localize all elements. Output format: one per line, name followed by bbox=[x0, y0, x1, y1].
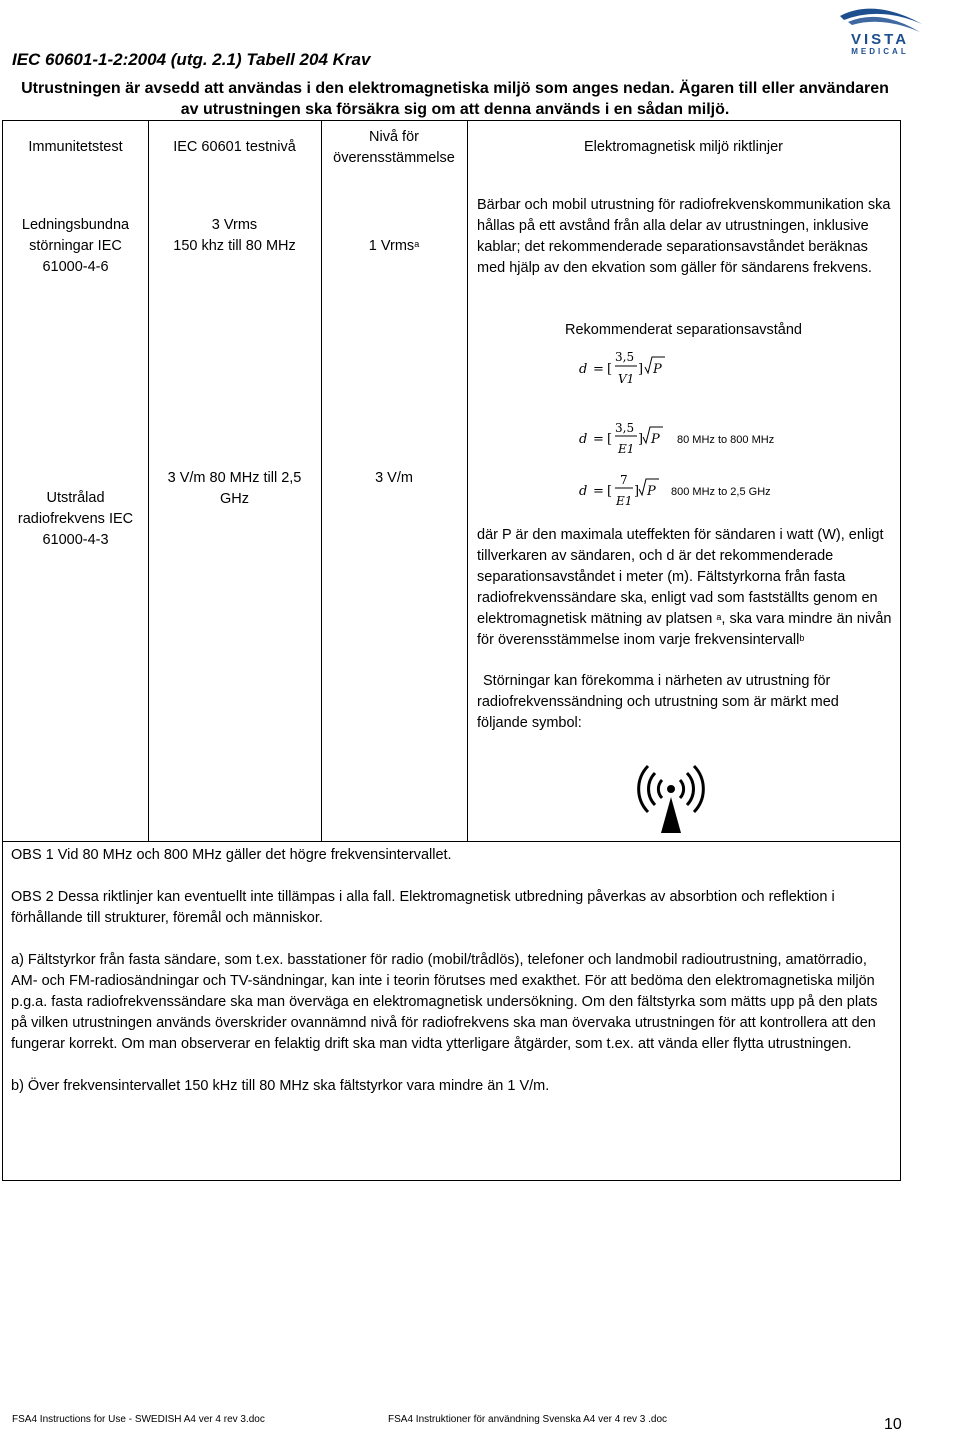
row2-guidance-p2: Störningar kan förekomma i närheten av utrustning för radiofrekvenssändning och utrustning som är märkt med följande symbol: bbox=[477, 673, 839, 731]
formula-e1-low bbox=[575, 421, 805, 461]
document-title: IEC 60601-1-2:2004 (utg. 2.1) Tabell 204 Krav bbox=[12, 50, 371, 69]
row2-guidance-p1: där P är den maximala uteffekten för sändaren i watt (W), enligt tillverkaren av sändaren, och d är det rekommenderade separationsavståndet i meter (m). Fältstyrkorna från fasta radiofrekvenssändare ska, enligt vad som fastställts genom en elektromagnetisk mätning av platsen $^a$, ska vara mindre än nivån för överensstämmelse inom varje frekvensintervall$^b$ bbox=[477, 527, 892, 648]
row1-compliance: 1 Vrms$^a$ bbox=[368, 238, 420, 254]
formula-e1-high bbox=[575, 473, 805, 513]
svg-text:]: ] bbox=[634, 484, 640, 499]
formula-v1 bbox=[575, 349, 685, 389]
svg-text:d: d bbox=[579, 362, 588, 377]
header-em-guidance: Elektromagnetisk miljö riktlinjer bbox=[583, 139, 784, 155]
svg-text:7: 7 bbox=[620, 473, 628, 487]
svg-text:P: P bbox=[647, 484, 656, 499]
page-number: 10 bbox=[884, 1416, 902, 1433]
footnote-a: a) Fältstyrkor från fasta sändare, som t.ex. basstationer för radio (mobil/trådlös), telefoner och landmobil radioutrustning, amatörradio, AM- och FM-radiosändningar och TV-sändningar, kan inte i teorin förutses med exakthet. För att bedöma den elektromagnetiska miljön p.g.a. fasta radiofrekvenssändare ska man överväga en elektromagnetisk undersökning. Om den fältstyrka som mätts upp på den plats på vilken utrustningen används överskrider ovannämnd nivå för radiofrekvens ska man övervaka utrustningen för att kontrollera att den fungerar korrekt. Om man observerar en felaktig drift ska man vidta ytterligare åtgärder, som t.ex. att vända eller flytta utrustningen. bbox=[11, 952, 878, 1052]
svg-text:E1: E1 bbox=[616, 494, 633, 508]
svg-text:=: = bbox=[593, 432, 604, 447]
header-compliance-level: Nivå för överensstämmelse bbox=[333, 129, 455, 166]
row1-level-a: 3 Vrms bbox=[211, 217, 258, 233]
svg-text:800 MHz to 2,5 GHz: 800 MHz to 2,5 GHz bbox=[671, 486, 771, 498]
row2-level: 3 V/m 80 MHz till 2,5 GHz bbox=[167, 470, 302, 507]
svg-text:[: [ bbox=[607, 362, 613, 377]
svg-text:P: P bbox=[653, 362, 662, 377]
svg-text:]: ] bbox=[638, 362, 644, 377]
column-divider bbox=[467, 121, 468, 841]
header-immunity-test: Immunitetstest bbox=[28, 139, 123, 155]
note-obs2: OBS 2 Dessa riktlinjer kan eventuellt inte tillämpas i alla fall. Elektromagnetisk utbredning påverkas av absorbtion och reflektion i förhållande till strukturer, föremål och människor. bbox=[11, 889, 835, 926]
svg-text:3,5: 3,5 bbox=[615, 350, 635, 364]
recommended-distance-title: Rekommenderat separationsavstånd bbox=[565, 322, 802, 338]
row2-test: Utstrålad radiofrekvens IEC 61000-4-3 bbox=[17, 490, 134, 548]
svg-text:]: ] bbox=[638, 432, 644, 447]
svg-text:d: d bbox=[579, 432, 588, 447]
svg-text:d: d bbox=[579, 484, 588, 499]
svg-text:V1: V1 bbox=[618, 372, 635, 386]
svg-text:E1: E1 bbox=[618, 442, 635, 456]
svg-text:[: [ bbox=[607, 432, 613, 447]
svg-text:=: = bbox=[593, 362, 604, 377]
svg-text:3,5: 3,5 bbox=[615, 421, 635, 435]
radio-transmitter-icon bbox=[635, 753, 707, 835]
svg-text:MEDICAL: MEDICAL bbox=[851, 47, 909, 56]
svg-text:80 MHz to 800 MHz: 80 MHz to 800 MHz bbox=[677, 434, 775, 446]
row2-compliance: 3 V/m bbox=[375, 470, 413, 486]
vista-medical-logo bbox=[834, 2, 926, 56]
svg-text:P: P bbox=[651, 432, 660, 447]
emc-table bbox=[2, 120, 901, 1181]
note-obs1: OBS 1 Vid 80 MHz och 800 MHz gäller det högre frekvensintervallet. bbox=[11, 847, 452, 863]
row1-test: Ledningsbundna störningar IEC 61000-4-6 bbox=[21, 217, 130, 275]
svg-text:VISTA: VISTA bbox=[850, 31, 910, 48]
svg-text:=: = bbox=[593, 484, 604, 499]
row1-level-b: 150 khz till 80 MHz bbox=[173, 238, 296, 254]
row1-guidance: Bärbar och mobil utrustning för radiofrekvenskommunikation ska hållas på ett avstånd från alla delar av utrustningen, inklusive kablar; det rekommenderade separationsavståndet beräknas med hjälp av den ekvation som gäller för sändarens frekvens. bbox=[477, 197, 891, 276]
footnote-b: b) Över frekvensintervallet 150 kHz till 80 MHz ska fältstyrkor vara mindre än 1 V/m. bbox=[11, 1078, 550, 1094]
header-test-level: IEC 60601 testnivå bbox=[173, 139, 296, 155]
footer-center: FSA4 Instruktioner för användning Svenska A4 ver 4 rev 3 .doc bbox=[388, 1414, 668, 1425]
footer-left: FSA4 Instructions for Use - SWEDISH A4 ver 4 rev 3.doc bbox=[12, 1414, 265, 1425]
notes-section bbox=[11, 845, 895, 1097]
svg-text:[: [ bbox=[607, 484, 613, 499]
intro-text: Utrustningen är avsedd att användas i den elektromagnetiska miljö som anges nedan. Ägaren till eller användaren av utrustningen ska försäkra sig om att denna används i en sådan miljö. bbox=[21, 80, 889, 118]
row-divider bbox=[3, 841, 900, 842]
